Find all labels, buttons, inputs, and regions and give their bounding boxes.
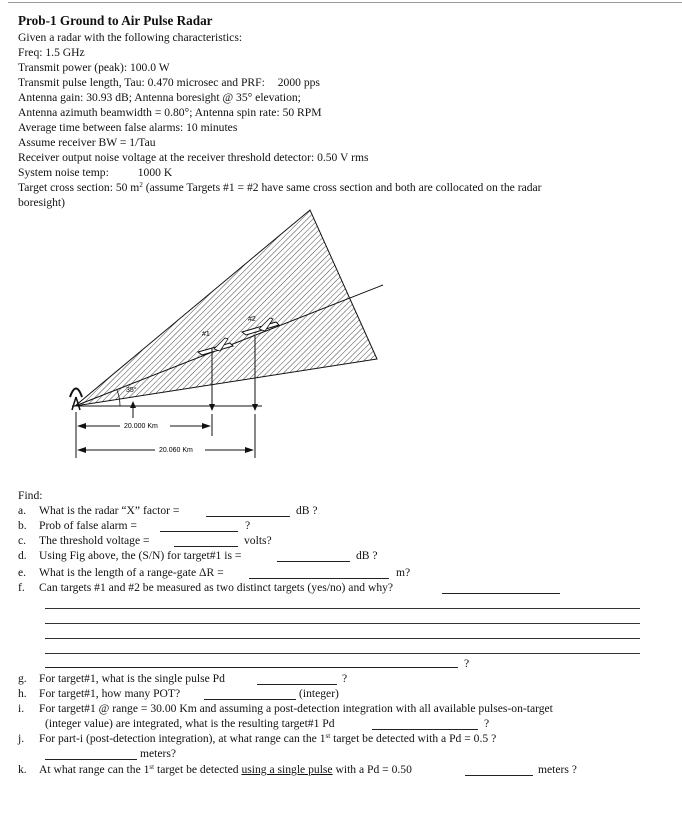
- question-g-unit: ?: [342, 672, 348, 685]
- question-k-underlined: using a single pulse: [241, 763, 333, 776]
- boresight-marker-arrow: [130, 401, 136, 408]
- answer-i-field[interactable]: [372, 729, 478, 730]
- question-f-letter: f.: [18, 581, 25, 594]
- question-j: [18, 731, 496, 746]
- answer-j-field[interactable]: [45, 759, 137, 760]
- cross-sup: 2: [139, 181, 143, 189]
- question-k-text-a: At what range can the 1: [39, 763, 150, 776]
- target-2-drop-arrow: [252, 404, 258, 411]
- find-label: Find:: [18, 489, 43, 502]
- question-c: [18, 533, 150, 548]
- problem-title: Prob-1 Ground to Air Pulse Radar: [18, 13, 213, 28]
- question-g: [18, 671, 225, 686]
- cross-text-a: Target cross section: 50 m: [18, 181, 140, 194]
- intro-text: Given a radar with the following characteristics:: [18, 31, 243, 44]
- range-2-label: 20.060 Km: [159, 447, 193, 454]
- question-h: [18, 686, 180, 701]
- spec-power: Transmit power (peak): 100.0 W: [18, 61, 170, 74]
- question-c-unit: volts?: [244, 534, 272, 547]
- question-k-text-c: with a Pd = 0.50: [332, 763, 412, 776]
- answer-f-field[interactable]: [442, 593, 560, 594]
- question-b-letter: b.: [18, 519, 27, 532]
- target-1-drop-arrow: [209, 404, 215, 411]
- spec-prf: 2000 pps: [277, 76, 320, 89]
- question-a-unit: dB ?: [296, 504, 318, 517]
- answer-f-line-3[interactable]: [45, 638, 640, 639]
- angle-label: 35°: [126, 387, 137, 394]
- spec-freq: Freq: 1.5 GHz: [18, 46, 85, 59]
- range-2-arrow-right: [245, 447, 254, 453]
- question-j-letter: j.: [18, 732, 25, 745]
- spec-cross-cont: boresight): [18, 196, 66, 209]
- question-k-sup: st: [149, 763, 155, 771]
- spec-noise-voltage: Receiver output noise voltage at the receiver threshold detector: 0.50 V rms: [18, 151, 369, 164]
- question-a-text: What is the radar “X” factor =: [39, 504, 180, 517]
- question-k-unit: meters ?: [538, 763, 577, 776]
- spec-bw: Assume receiver BW = 1/Tau: [18, 136, 156, 149]
- question-e-text: What is the length of a range-gate ΔR =: [39, 566, 224, 579]
- spec-false-alarm: Average time between false alarms: 10 minutes: [18, 121, 238, 134]
- spec-temp-label: System noise temp:: [18, 166, 109, 179]
- question-j-text-b: target be detected with a Pd = 0.5 ?: [330, 732, 497, 745]
- question-e: [18, 565, 224, 580]
- question-i-cont: (integer value) are integrated, what is the resulting target#1 Pd: [45, 717, 335, 730]
- question-b-text: Prob of false alarm =: [39, 519, 137, 532]
- question-d-text: Using Fig above, the (S/N) for target#1 is =: [39, 549, 242, 562]
- question-a: [18, 503, 179, 518]
- range-2-arrow-left: [77, 447, 86, 453]
- question-i-letter: i.: [18, 702, 25, 715]
- question-h-unit: (integer): [299, 687, 339, 700]
- question-d-letter: d.: [18, 549, 27, 562]
- range-1-arrow-left: [77, 423, 86, 429]
- question-b: [18, 518, 137, 533]
- question-f: [18, 580, 393, 595]
- answer-c-field[interactable]: [174, 546, 238, 547]
- answer-a-field[interactable]: [206, 516, 290, 517]
- question-a-letter: a.: [18, 504, 27, 517]
- answer-b-field[interactable]: [160, 531, 238, 532]
- question-h-text: For target#1, how many POT?: [39, 687, 181, 700]
- question-e-unit: m?: [396, 566, 411, 579]
- question-j-text-a: For part-i (post-detection integration), at what range can the 1: [39, 732, 326, 745]
- question-i: [18, 701, 553, 716]
- question-d-unit: dB ?: [356, 549, 378, 562]
- question-k-letter: k.: [18, 763, 27, 776]
- question-e-letter: e.: [18, 566, 27, 579]
- answer-f-line-1[interactable]: [45, 608, 640, 609]
- answer-f-line-4[interactable]: [45, 653, 640, 654]
- radar-antenna-icon: [70, 389, 82, 411]
- target-1-label: #1: [202, 331, 210, 338]
- question-j-unit: meters?: [140, 747, 177, 760]
- question-g-text: For target#1, what is the single pulse Pd: [39, 672, 225, 685]
- spec-gain: Antenna gain: 30.93 dB; Antenna boresight @ 35° elevation;: [18, 91, 301, 104]
- answer-f-line-5[interactable]: [45, 667, 458, 668]
- question-k: [18, 762, 412, 777]
- question-f-end-mark: ?: [464, 657, 470, 670]
- question-f-text: Can targets #1 and #2 be measured as two distinct targets (yes/no) and why?: [39, 581, 394, 594]
- answer-h-field[interactable]: [204, 699, 296, 700]
- question-j-sup: st: [325, 732, 331, 740]
- answer-k-field[interactable]: [465, 775, 533, 776]
- spec-temp-value: 1000 K: [137, 166, 173, 179]
- question-c-text: The threshold voltage =: [39, 534, 150, 547]
- answer-e-field[interactable]: [249, 578, 389, 579]
- question-i-unit: ?: [484, 717, 490, 730]
- beam-cone: [75, 210, 377, 406]
- range-1-label: 20.000 Km: [124, 423, 158, 430]
- spec-pulse-text: Transmit pulse length, Tau: 0.470 microsec and PRF:: [18, 76, 265, 89]
- range-1-arrow-right: [202, 423, 211, 429]
- question-d: [18, 548, 241, 563]
- answer-g-field[interactable]: [257, 684, 337, 685]
- question-g-letter: g.: [18, 672, 27, 685]
- question-k-text-b: target be detected: [154, 763, 242, 776]
- answer-d-field[interactable]: [277, 561, 350, 562]
- question-c-letter: c.: [18, 534, 27, 547]
- cross-text-b: (assume Targets #1 = #2 have same cross section and both are collocated on the radar: [142, 181, 542, 194]
- question-b-unit: ?: [245, 519, 251, 532]
- question-h-letter: h.: [18, 687, 27, 700]
- target-2-label: #2: [248, 316, 256, 323]
- answer-f-line-2[interactable]: [45, 623, 640, 624]
- question-i-text: For target#1 @ range = 30.00 Km and assuming a post-detection integration with all available pulses-on-target: [39, 702, 553, 715]
- spec-beam: Antenna azimuth beamwidth = 0.80°; Antenna spin rate: 50 RPM: [18, 106, 322, 119]
